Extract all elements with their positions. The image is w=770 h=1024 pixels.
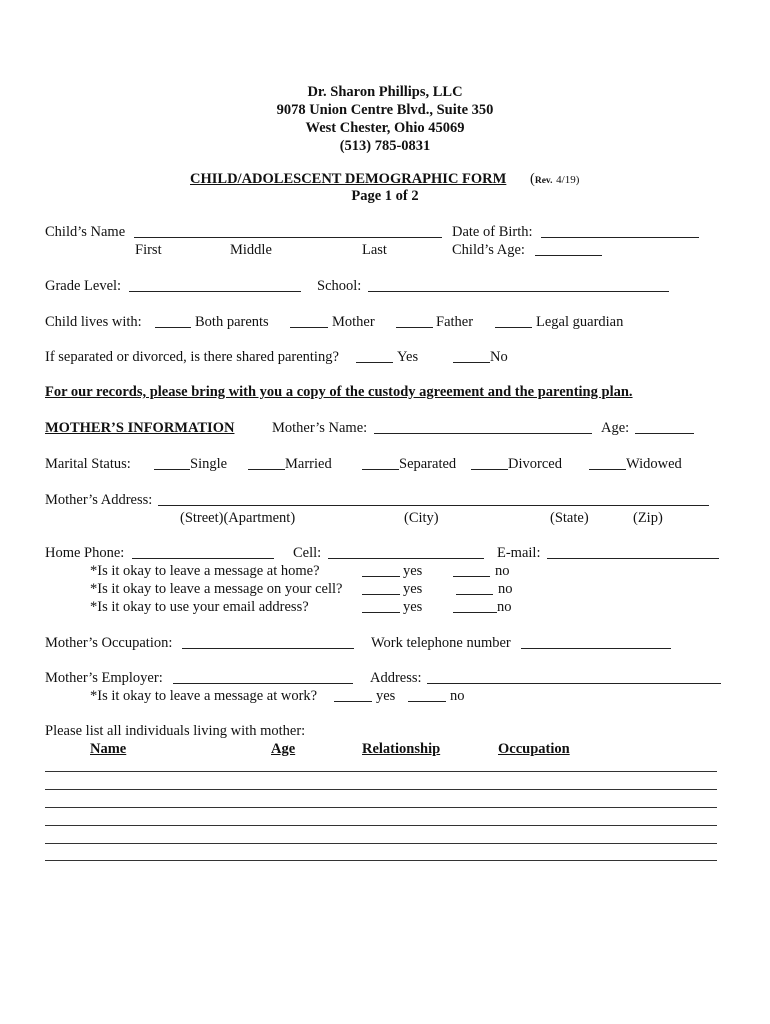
marital-status-label: Marital Status:: [45, 456, 131, 472]
both-parents-check[interactable]: [155, 313, 191, 328]
msg-email-no-label: no: [497, 599, 512, 615]
school-field[interactable]: [368, 277, 669, 292]
mother-employer-label: Mother’s Employer:: [45, 670, 163, 686]
divorced-check[interactable]: [471, 455, 508, 470]
practice-city: West Chester, Ohio 45069: [305, 120, 465, 136]
school-label: School:: [317, 278, 362, 294]
household-col-name: Name: [90, 741, 127, 757]
msg-home-yes-check[interactable]: [362, 562, 400, 577]
shared-parenting-yes-check[interactable]: [356, 348, 393, 363]
cell-field[interactable]: [328, 544, 484, 559]
employer-address-field[interactable]: [427, 669, 721, 684]
shared-parenting-yes-label: Yes: [397, 349, 419, 365]
widowed-label: Widowed: [626, 456, 682, 472]
middle-caption: Middle: [230, 242, 272, 258]
mother-occupation-label: Mother’s Occupation:: [45, 635, 173, 651]
zip-caption: (Zip): [633, 510, 663, 526]
last-caption: Last: [362, 242, 387, 258]
divorced-label: Divorced: [508, 456, 562, 472]
msg-home-no-check[interactable]: [453, 562, 490, 577]
widowed-check[interactable]: [589, 455, 626, 470]
dob-label: Date of Birth:: [452, 224, 533, 240]
city-caption: (City): [404, 510, 439, 526]
child-name-field[interactable]: [134, 223, 442, 238]
single-check[interactable]: [154, 455, 190, 470]
form-title: CHILD/ADOLESCENT DEMOGRAPHIC FORM: [190, 171, 507, 187]
rev-paren: (: [530, 171, 535, 187]
child-name-label: Child’s Name: [45, 224, 126, 240]
mother-address-label: Mother’s Address:: [45, 492, 153, 508]
mother-label: Mother: [332, 314, 375, 330]
msg-email-yes-label: yes: [403, 599, 423, 615]
msg-email-no-check[interactable]: [453, 598, 497, 613]
both-parents-label: Both parents: [195, 314, 269, 330]
household-line[interactable]: [45, 771, 717, 772]
mother-check[interactable]: [290, 313, 328, 328]
work-phone-field[interactable]: [521, 634, 671, 649]
msg-work-no-label: no: [450, 688, 465, 704]
msg-home-no-label: no: [495, 563, 510, 579]
household-line[interactable]: [45, 860, 717, 861]
work-phone-label: Work telephone number: [371, 635, 511, 651]
msg-work-yes-check[interactable]: [334, 687, 372, 702]
practice-phone: (513) 785-0831: [339, 138, 431, 154]
msg-cell-question: *Is it okay to leave a message on your cell?: [90, 581, 343, 597]
lives-with-label: Child lives with:: [45, 314, 142, 330]
household-col-relationship: Relationship: [362, 741, 441, 757]
employer-address-label: Address:: [370, 670, 422, 686]
email-label: E-mail:: [497, 545, 541, 561]
shared-parenting-no-label: No: [490, 349, 508, 365]
household-line[interactable]: [45, 843, 717, 844]
dob-field[interactable]: [541, 223, 699, 238]
married-check[interactable]: [248, 455, 285, 470]
msg-cell-yes-check[interactable]: [362, 580, 400, 595]
msg-home-yes-label: yes: [403, 563, 423, 579]
grade-level-label: Grade Level:: [45, 278, 122, 294]
msg-work-question: *Is it okay to leave a message at work?: [90, 688, 318, 704]
street-caption: (Street)(Apartment): [180, 510, 296, 526]
mother-section-title: MOTHER’S INFORMATION: [45, 420, 235, 436]
mother-name-field[interactable]: [374, 419, 592, 434]
msg-cell-no-check[interactable]: [456, 580, 493, 595]
first-caption: First: [135, 242, 162, 258]
page-number: Page 1 of 2: [351, 188, 419, 204]
legal-guardian-label: Legal guardian: [536, 314, 624, 330]
mother-age-label: Age:: [601, 420, 630, 436]
child-age-label: Child’s Age:: [452, 242, 525, 258]
msg-home-question: *Is it okay to leave a message at home?: [90, 563, 320, 579]
household-line[interactable]: [45, 825, 717, 826]
separated-check[interactable]: [362, 455, 399, 470]
mother-employer-field[interactable]: [173, 669, 353, 684]
married-label: Married: [285, 456, 332, 472]
mother-occupation-field[interactable]: [182, 634, 354, 649]
home-phone-label: Home Phone:: [45, 545, 125, 561]
mother-name-label: Mother’s Name:: [272, 420, 368, 436]
father-label: Father: [436, 314, 474, 330]
msg-work-yes-label: yes: [376, 688, 396, 704]
cell-label: Cell:: [293, 545, 322, 561]
shared-parenting-no-check[interactable]: [453, 348, 490, 363]
rev-word: Rev.: [534, 176, 553, 186]
legal-guardian-check[interactable]: [495, 313, 532, 328]
single-label: Single: [190, 456, 228, 472]
practice-address: 9078 Union Centre Blvd., Suite 350: [276, 102, 494, 118]
home-phone-field[interactable]: [132, 544, 274, 559]
household-line[interactable]: [45, 789, 717, 790]
mother-age-field[interactable]: [635, 419, 694, 434]
household-line[interactable]: [45, 807, 717, 808]
household-col-age: Age: [271, 741, 296, 757]
msg-email-yes-check[interactable]: [362, 598, 400, 613]
rev-date: 4/19): [556, 174, 580, 186]
father-check[interactable]: [396, 313, 433, 328]
separated-label: Separated: [399, 456, 457, 472]
shared-parenting-question: If separated or divorced, is there shared parenting?: [45, 349, 339, 365]
grade-level-field[interactable]: [129, 277, 301, 292]
mother-address-field[interactable]: [158, 491, 709, 506]
email-field[interactable]: [547, 544, 719, 559]
household-col-occupation: Occupation: [498, 741, 570, 757]
msg-cell-yes-label: yes: [403, 581, 423, 597]
practice-name: Dr. Sharon Phillips, LLC: [307, 84, 463, 100]
msg-cell-no-label: no: [498, 581, 513, 597]
child-age-field[interactable]: [535, 241, 602, 256]
records-note: For our records, please bring with you a copy of the custody agreement and the parenting plan.: [45, 384, 633, 400]
msg-email-question: *Is it okay to use your email address?: [90, 599, 309, 615]
household-prompt: Please list all individuals living with mother:: [45, 723, 306, 739]
state-caption: (State): [550, 510, 589, 526]
msg-work-no-check[interactable]: [408, 687, 446, 702]
